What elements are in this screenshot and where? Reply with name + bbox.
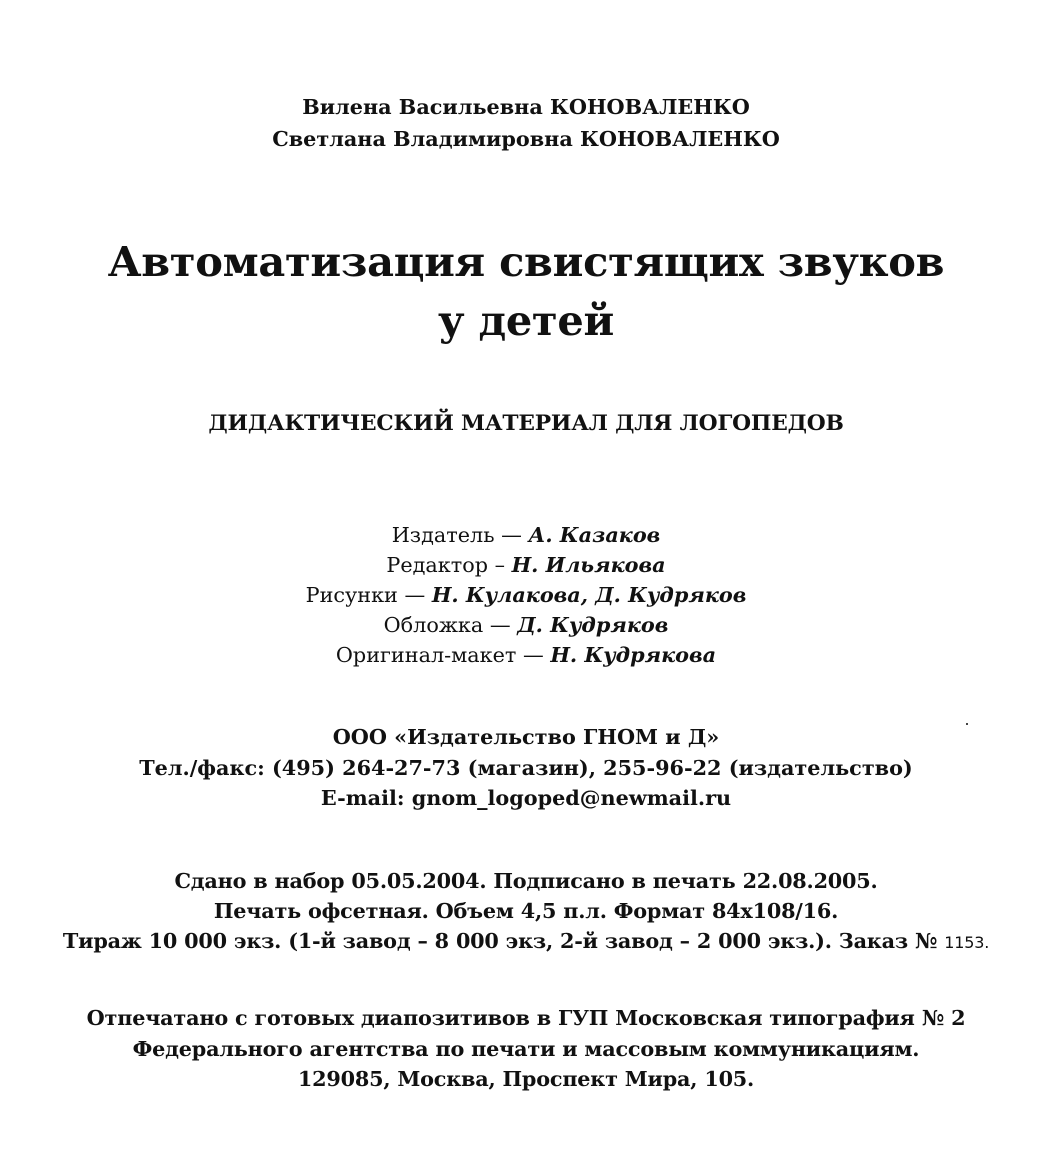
credit-publisher <box>0 525 1052 546</box>
credit-name: Д. Кудряков <box>517 613 669 637</box>
printing-line-1: Сдано в набор 05.05.2004. Подписано в печать 22.08.2005. <box>174 869 878 893</box>
publisher-name: ООО «Издательство ГНОМ и Д» <box>332 725 720 749</box>
credit-role: Издатель — <box>391 523 529 547</box>
credit-role: Редактор – <box>386 553 512 577</box>
credit-name: Н. Кудрякова <box>550 643 717 667</box>
author-1: Вилена Васильевна КОНОВАЛЕНКО <box>302 95 750 119</box>
print-run-text: Тираж 10 000 экз. (1-й завод – 8 000 экз, 2-й завод – 2 000 экз.). Заказ № <box>62 929 945 953</box>
credit-role: Обложка — <box>383 613 518 637</box>
credit-role: Рисунки — <box>305 583 432 607</box>
publisher-email: E-mail: gnom_logoped@newmail.ru <box>320 786 732 810</box>
printer-address: 129085, Москва, Проспект Мира, 105. <box>297 1067 755 1091</box>
subtitle: ДИДАКТИЧЕСКИЙ МАТЕРИАЛ ДЛЯ ЛОГОПЕДОВ <box>208 411 844 436</box>
credit-name: Н. Ильякова <box>511 553 666 577</box>
printing-line-2: Печать офсетная. Объем 4,5 п.л. Формат 84х108/16. <box>213 899 839 923</box>
printing-line-3 <box>0 931 1052 952</box>
printer-line-2: Федерального агентства по печати и массовым коммуникациям. <box>132 1037 920 1061</box>
title-line-1: Автоматизация свистящих звуков <box>107 237 945 286</box>
credit-name: Н. Кулакова, Д. Кудряков <box>431 583 747 607</box>
credit-cover <box>0 615 1052 636</box>
credit-name: А. Казаков <box>528 523 661 547</box>
scan-speck <box>966 723 968 725</box>
printer-line-1: Отпечатано с готовых диапозитивов в ГУП Московская типография № 2 <box>86 1006 966 1030</box>
credit-role: Оригинал-макет — <box>335 643 551 667</box>
title-line-2: у детей <box>438 296 614 345</box>
order-number: 1153. <box>944 933 990 952</box>
credit-illustrations <box>0 585 1052 606</box>
credit-layout <box>0 645 1052 666</box>
author-2: Светлана Владимировна КОНОВАЛЕНКО <box>272 127 780 151</box>
credit-editor <box>0 555 1052 576</box>
publisher-phone: Тел./факс: (495) 264-27-73 (магазин), 255-96-22 (издательство) <box>139 756 913 780</box>
